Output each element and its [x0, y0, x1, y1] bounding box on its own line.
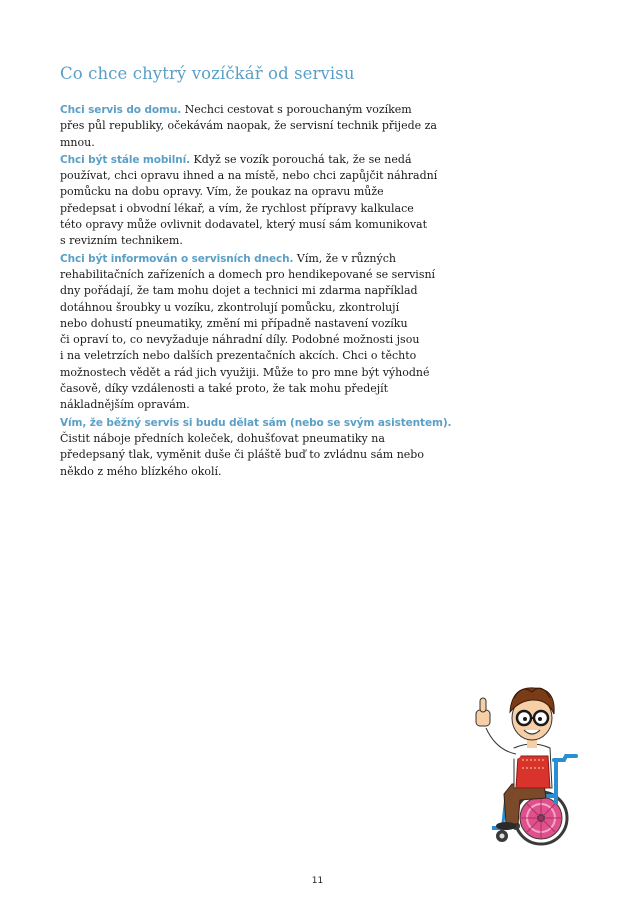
page-title: Co chce chytrý vozíčkář od servisu — [60, 64, 355, 83]
paragraph-line: Čistit náboje předních koleček, dohušťovat pneumatiky na — [60, 431, 385, 445]
paragraph-line: časově, díky vzdálenosti a také proto, že tak mohu předejít — [60, 382, 389, 396]
paragraph-line: pomůcku na dobu opravy. Vím, že poukaz na opravu může — [60, 185, 384, 199]
paragraph-line: dny pořádají, že tam mohu dojet a technici mi zdarma například — [60, 284, 418, 298]
paragraph-line: či opraví to, co nevyžaduje náhradní díly. Podobné možnosti jsou — [60, 333, 420, 347]
paragraph-line: někdo z mého blízkého okolí. — [60, 464, 222, 478]
paragraph-line: s revizním technikem. — [60, 234, 183, 248]
paragraph-line: nebo dohustí pneumatiky, změní mi případně nastavení vozíku — [60, 316, 408, 330]
paragraph-line — [60, 251, 412, 267]
paragraph-line — [60, 102, 412, 118]
paragraph-line: i na veletrzích nebo dalších prezentačních akcích. Chci o těchto — [60, 349, 417, 363]
paragraph-line: rehabilitačních zařízeních a domech pro hendikepované se servisní — [60, 267, 436, 281]
article-body — [60, 102, 452, 481]
paragraph-text: Nechci cestovat s porouchaným vozíkem — [181, 103, 412, 116]
paragraph-text: Vím, že v různých — [293, 251, 396, 265]
paragraph-line — [60, 415, 452, 431]
paragraph-line — [60, 152, 412, 168]
paragraph-lead: Vím, že běžný servis si budu dělat sám (nebo se svým asistentem). — [60, 416, 452, 429]
page-number: 11 — [311, 876, 324, 886]
paragraph-service-days — [60, 251, 436, 414]
paragraph-line: možnostech vědět a rád jich využiji. Může to pro mne být výhodné — [60, 365, 430, 379]
paragraph-line: předepsaný tlak, vyměnit duše či pláště buď to zvládnu sám nebo — [60, 448, 424, 462]
paragraph-line: používat, chci opravu ihned a na místě, nebo chci zapůjčit náhradní — [60, 169, 438, 183]
paragraph-line: této opravy může ovlivnit dodavatel, který musí sám komunikovat — [60, 218, 428, 232]
paragraph-lead: Chci servis do domu. — [60, 104, 182, 116]
wheelchair-user-thumbs-up-icon — [462, 676, 586, 848]
paragraph-lead: Chci být stále mobilní. — [60, 153, 191, 166]
paragraph-line: předepsat i obvodní lékař, a vím, že rychlost přípravy kalkulace — [60, 201, 414, 215]
paragraph-line: dotáhnou šroubky u vozíku, zkontrolují pomůcku, zkontrolují — [60, 300, 400, 314]
paragraph-self-service — [60, 415, 452, 480]
paragraph-lead: Chci být informován o servisních dnech. — [60, 252, 294, 265]
paragraph-text: Když se vozík porouchá tak, že se nedá — [190, 152, 412, 166]
paragraph-mobility — [60, 152, 438, 250]
paragraph-line: mnou. — [60, 135, 95, 149]
paragraph-home-service — [60, 102, 437, 151]
paragraph-line: nákladnějším opravám. — [60, 398, 190, 412]
paragraph-line: přes půl republiky, očekávám naopak, že servisní technik přijede za — [60, 119, 437, 133]
